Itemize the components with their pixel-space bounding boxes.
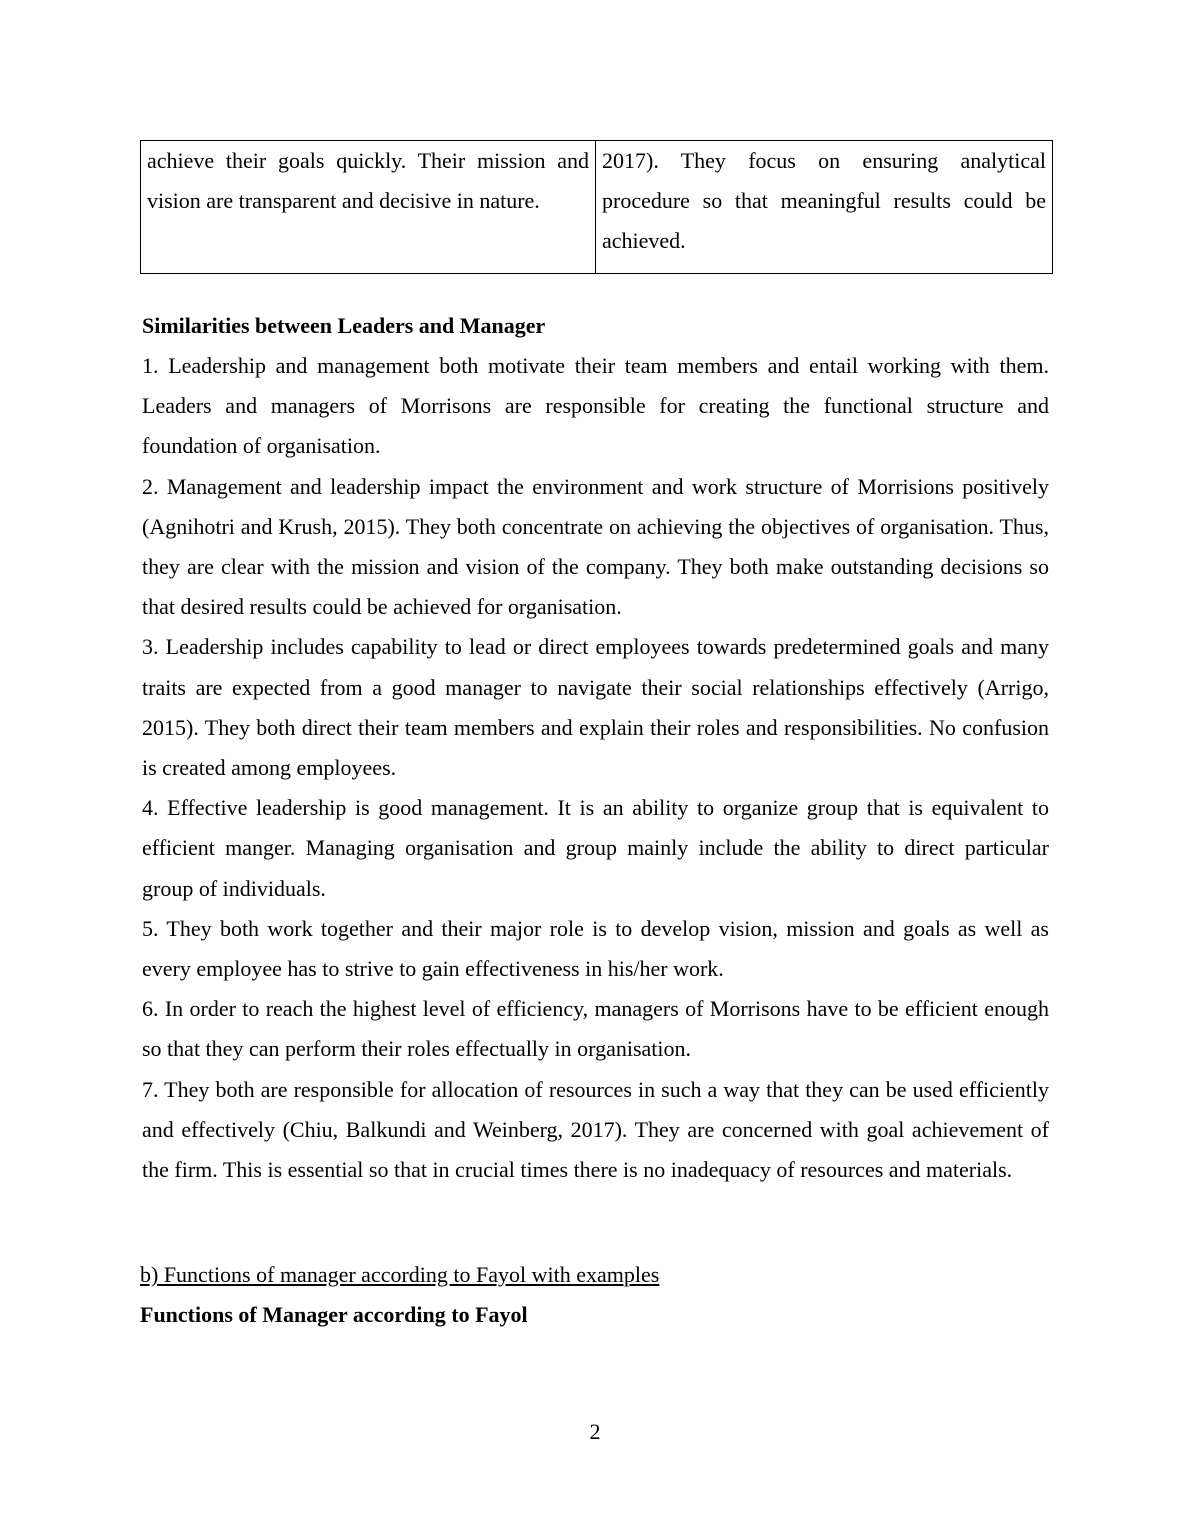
fayol-subheading: b) Functions of manager according to Fayol with examples <box>140 1262 660 1287</box>
fayol-functions-heading: Functions of Manager according to Fayol <box>140 1302 528 1327</box>
page-number: 2 <box>589 1419 601 1444</box>
similarities-list <box>142 346 1049 1190</box>
comparison-table-continuation <box>140 140 1053 274</box>
list-item: 5. They both work together and their major role is to develop vision, mission and goals as well as every employee has to strive to gain effectiveness in his/her work. <box>142 915 1049 982</box>
list-item: 3. Leadership includes capability to lead or direct employees towards predetermined goals and many traits are expected from a good manager to navigate their social relationships effectively (Arrigo, 2015). They both direct their team members and explain their roles and responsibilities. No confusion is created among employees. <box>142 634 1049 781</box>
list-item: 1. Leadership and management both motivate their team members and entail working with them. Leaders and managers of Morrisons are responsible for creating the functional structure and foundation of organisation. <box>142 353 1049 459</box>
table-cell-leaders: achieve their goals quickly. Their mission and vision are transparent and decisive in nature. <box>141 141 596 274</box>
list-item: 6. In order to reach the highest level of efficiency, managers of Morrisons have to be efficient enough so that they can perform their roles effectually in organisation. <box>142 996 1049 1062</box>
list-item: 2. Management and leadership impact the environment and work structure of Morrisions positively (Agnihotri and Krush, 2015). They both concentrate on achieving the objectives of organisation. Thus, they are clear with the mission and vision of the company. They both make outstanding decisions so that desired results could be achieved for organisation. <box>142 473 1049 620</box>
similarities-heading: Similarities between Leaders and Manager <box>142 313 546 338</box>
list-item: 7. They both are responsible for allocation of resources in such a way that they can be used efficiently and effectively (Chiu, Balkundi and Weinberg, 2017). They are concerned with goal achievement of the firm. This is essential so that in crucial times there is no inadequacy of resources and materials. <box>142 1076 1049 1183</box>
table-cell-managers: 2017). They focus on ensuring analytical procedure so that meaningful results could be achieved. <box>596 141 1053 274</box>
table-row <box>141 141 1053 274</box>
list-item: 4. Effective leadership is good management. It is an ability to organize group that is equivalent to efficient manger. Managing organisation and group mainly include the ability to direct particular group of individuals. <box>142 795 1049 901</box>
